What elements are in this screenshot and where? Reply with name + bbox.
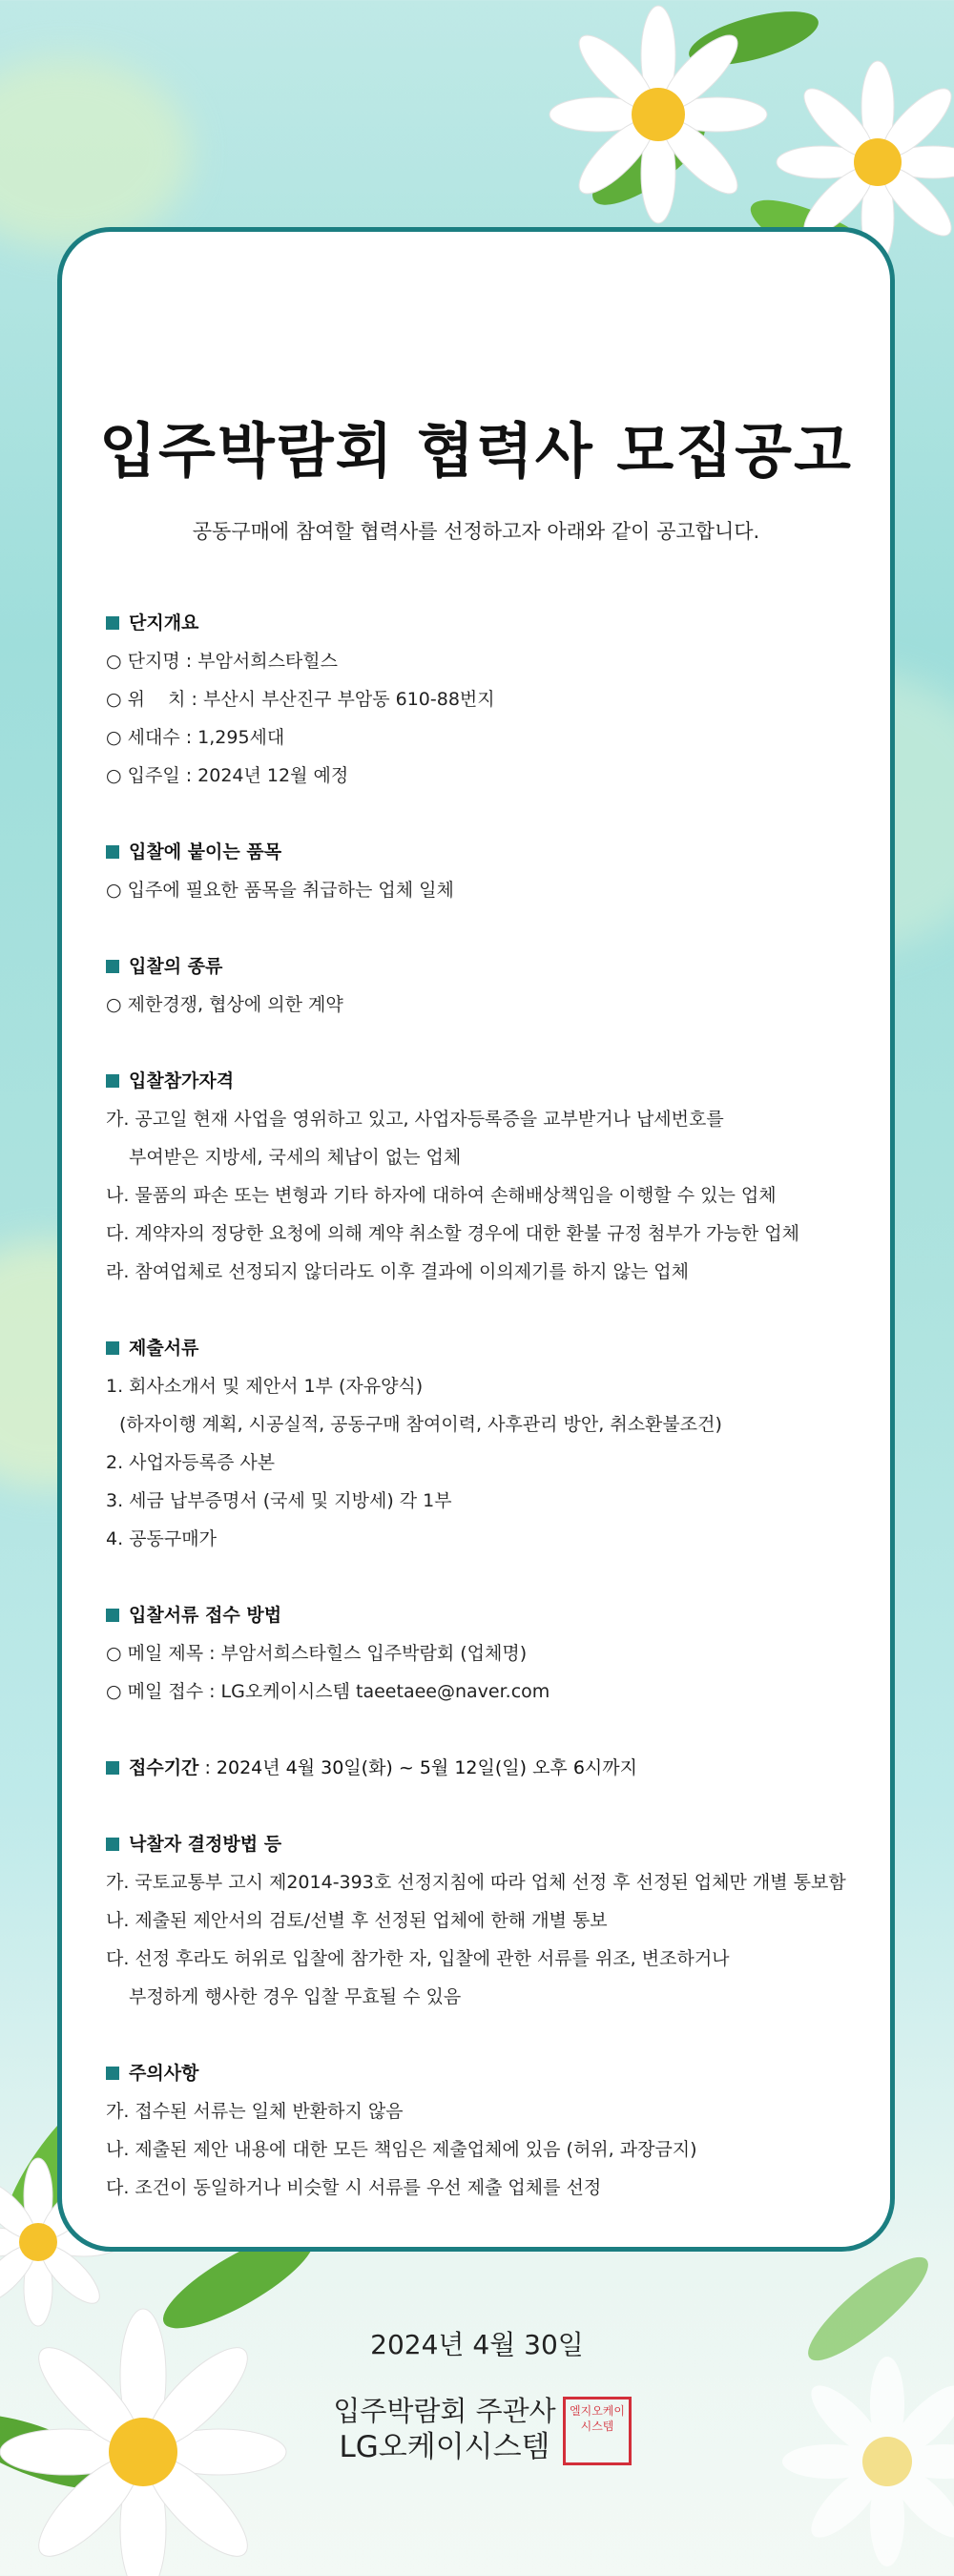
list-item: 다. 조건이 동일하거나 비슷할 시 서류를 우선 제출 업체를 선정 [106,2177,602,2198]
section-notes [106,2054,869,2207]
list-item: 나. 제출된 제안 내용에 대한 모든 책임은 제출업체에 있음 (허위, 과장금지) [106,2139,697,2160]
section-bid-items [106,833,869,909]
list-item: ○ 메일 접수 : LG오케이시스템 taeetaee@naver.com [106,1681,550,1702]
list-item: 다. 계약자의 정당한 요청에 의해 계약 취소할 경우에 대한 환불 규정 첨부가 가능한 업체 [106,1223,799,1244]
section-submission-period [106,1749,869,1787]
organizer-name: LG오케이시스템 [339,2430,550,2464]
section-heading: 입찰의 종류 [106,947,869,986]
section-heading: 입찰참가자격 [106,1062,869,1100]
section-heading: 낙찰자 결정방법 등 [106,1825,869,1863]
square-bullet-icon [106,1341,119,1355]
section-complex-overview [106,604,869,795]
list-item: 4. 공동구매가 [106,1528,217,1549]
organizer-role: 입주박람회 주관사 [333,2395,556,2427]
list-item: 2. 사업자등록증 사본 [106,1452,276,1473]
section-heading: 입찰에 붙이는 품목 [106,833,869,871]
section-eligibility [106,1062,869,1291]
square-bullet-icon [106,960,119,973]
list-item: ○ 입주일 : 2024년 12월 예정 [106,765,349,786]
square-bullet-icon [106,845,119,859]
list-item: 가. 공고일 현재 사업을 영위하고 있고, 사업자등록증을 교부받거나 납세번호를 [106,1109,724,1130]
list-item: ○ 단지명 : 부암서희스타힐스 [106,651,338,672]
list-item: ○ 세대수 : 1,295세대 [106,727,285,748]
section-heading: 단지개요 [106,604,869,642]
list-item: ○ 제한경쟁, 협상에 의한 계약 [106,994,343,1015]
section-documents [106,1329,869,1558]
square-bullet-icon [106,1761,119,1775]
organizer [328,2393,561,2465]
bg-bokeh [0,57,191,248]
section-heading: 주의사항 [106,2054,869,2092]
submission-period-value: : 2024년 4월 30일(화) ~ 5월 12일(일) 오후 6시까지 [198,1757,637,1778]
section-heading: 접수기간 : 2024년 4월 30일(화) ~ 5월 12일(일) 오후 6시까지 [106,1749,869,1787]
notice-card [57,227,895,2252]
list-item: 나. 물품의 파손 또는 변형과 기타 하자에 대하여 손해배상책임을 이행할 수 있는 업체 [106,1185,777,1206]
list-item-continued: (하자이행 계획, 시공실적, 공동구매 참여이력, 사후관리 방안, 취소환불조건) [119,1414,722,1435]
square-bullet-icon [106,616,119,630]
section-selection-method [106,1825,869,2016]
section-submission-method [106,1596,869,1711]
page-title: 입주박람회 협력사 모집공고 [99,416,853,486]
list-item-continued: 부여받은 지방세, 국세의 체납이 없는 업체 [129,1147,462,1168]
list-item: 3. 세금 납부증명서 (국세 및 지방세) 각 1부 [106,1490,452,1511]
list-item: ○ 메일 제목 : 부암서희스타힐스 입주박람회 (업체명) [106,1643,528,1664]
page-subtitle: 공동구매에 참여할 협력사를 선정하고자 아래와 같이 공고합니다. [192,520,760,543]
square-bullet-icon [106,1609,119,1622]
list-item: 가. 국토교통부 고시 제2014-393호 선정지침에 따라 업체 선정 후 선정된 업체만 개별 통보함 [106,1872,846,1893]
section-bid-type [106,947,869,1024]
daisy-flowers-bottom-right [725,2194,954,2576]
list-item: 다. 선정 후라도 허위로 입찰에 참가한 자, 입찰에 관한 서류를 위조, 변조하거나 [106,1948,730,1969]
list-item: 가. 접수된 서류는 일체 반환하지 않음 [106,2101,404,2122]
section-heading: 제출서류 [106,1329,869,1367]
list-item: 나. 제출된 제안서의 검토/선별 후 선정된 업체에 한해 개별 통보 [106,1910,608,1931]
notice-date: 2024년 4월 30일 [370,2329,584,2360]
list-item: ○ 위 치 : 부산시 부산진구 부암동 610-88번지 [106,689,495,710]
section-heading: 입찰서류 접수 방법 [106,1596,869,1634]
square-bullet-icon [106,1074,119,1088]
list-item: ○ 입주에 필요한 품목을 취급하는 업체 일체 [106,880,454,901]
square-bullet-icon [106,2067,119,2080]
company-seal-stamp: 엘지오케이시스템 [563,2397,632,2465]
list-item-continued: 부정하게 행사한 경우 입찰 무효될 수 있음 [129,1986,462,2007]
notice-content [106,604,869,2245]
list-item: 라. 참여업체로 선정되지 않더라도 이후 결과에 이의제기를 하지 않는 업체 [106,1261,690,1282]
list-item: 1. 회사소개서 및 제안서 1부 (자유양식) [106,1376,424,1397]
square-bullet-icon [106,1838,119,1851]
